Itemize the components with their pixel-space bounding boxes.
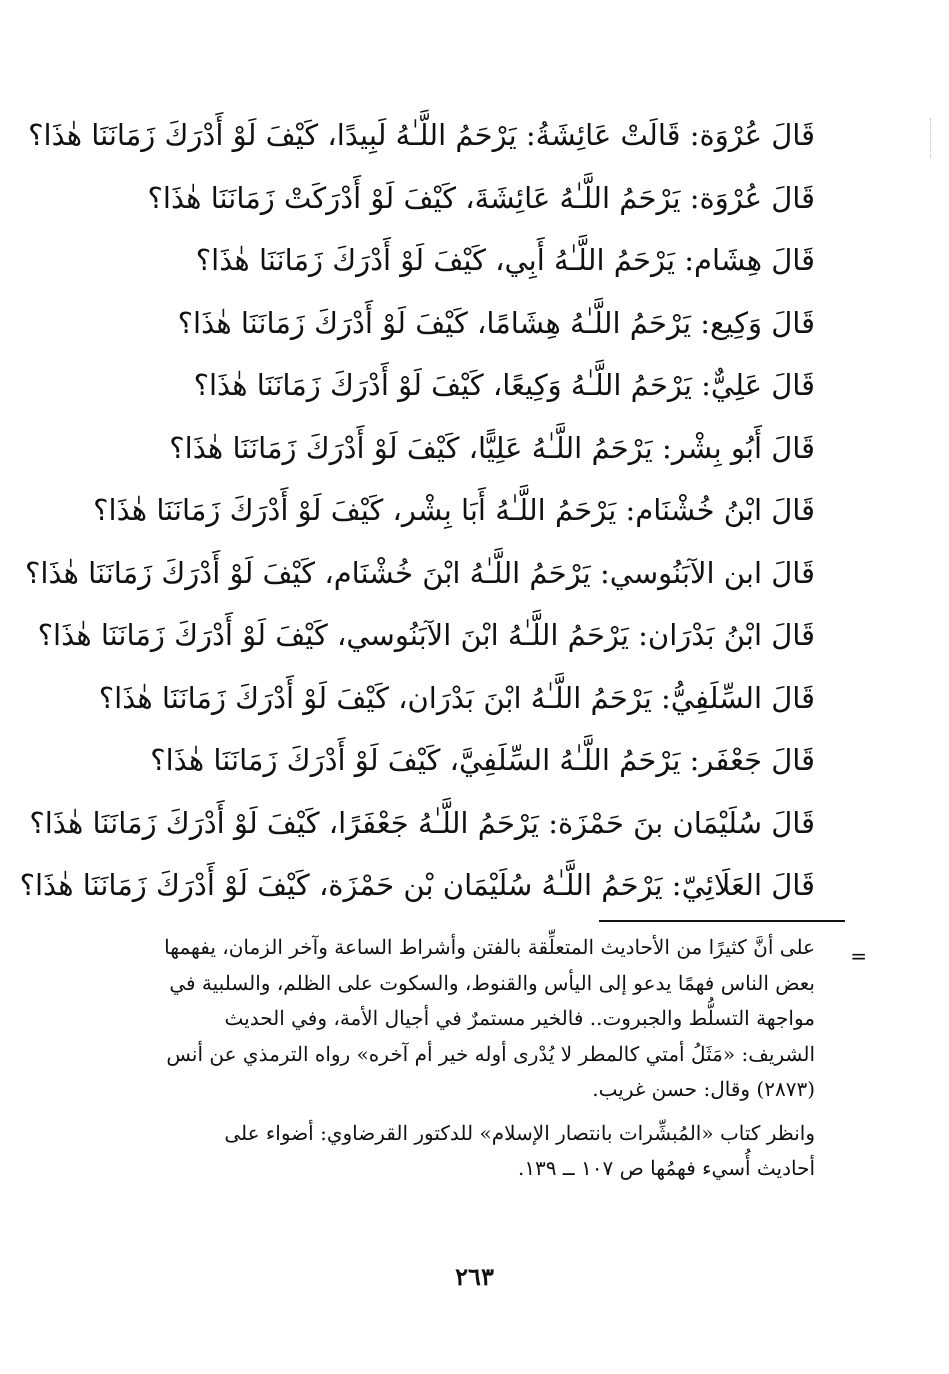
footnote-line: أحاديث أُسيء فهمُها ص ١٠٧ ــ ١٣٩. [517, 1156, 815, 1180]
verse-block [19, 104, 815, 917]
verse-line: قَالَ ابْنُ بَدْرَان: يَرْحَمُ اللَّـٰهُ ابْنَ الآبَنُوسي، كَيْفَ لَوْ أَدْرَكَ زَمَانَنَا هٰذَا؟ [37, 618, 815, 652]
footnote-line: وانظر كتاب «المُبشِّرات بانتصار الإسلام» للدكتور القرضاوي: أضواء على [224, 1120, 815, 1145]
footnote-block [119, 930, 815, 1187]
verse-line: قَالَ العَلَائِيّ: يَرْحَمُ اللَّـٰهُ سُلَيْمَان بْن حَمْزَة، كَيْفَ لَوْ أَدْرَكَ زَمَانَنَا هٰذَا؟ [19, 868, 815, 902]
footnote-line: مواجهة التسلُّط والجبروت.. فالخير مستمرٌ في أجيال الأمة، وفي الحديث [224, 1006, 815, 1030]
verse-line: قَالَ ابن الآبَنُوسي: يَرْحَمُ اللَّـٰهُ ابْنَ خُشْنَام، كَيْفَ لَوْ أَدْرَكَ زَمَانَنَا هٰذَا؟ [24, 555, 815, 590]
verse-line: قَالَ سُلَيْمَان بنَ حَمْزَة: يَرْحَمُ اللَّـٰهُ جَعْفَرًا، كَيْفَ لَوْ أَدْرَكَ زَمَانَنَا هٰذَا؟ [29, 805, 815, 840]
footnote-continuation-mark: = [850, 944, 867, 968]
verse-line: قَالَ جَعْفَر: يَرْحَمُ اللَّـٰهُ السِّلَفِيَّ، كَيْفَ لَوْ أَدْرَكَ زَمَانَنَا هٰذَا؟ [150, 743, 815, 777]
verse-line: قَالَ هِشَام: يَرْحَمُ اللَّـٰهُ أَبِي، كَيْفَ لَوْ أَدْرَكَ زَمَانَنَا هٰذَا؟ [195, 243, 815, 277]
verse-line: قَالَ عُرْوَة: يَرْحَمُ اللَّـٰهُ عَائِشَةَ، كَيْفَ لَوْ أَدْرَكَتْ زَمَانَنَا هٰذَا؟ [147, 180, 815, 215]
verse-line: قَالَ عَلِيٌّ: يَرْحَمُ اللَّـٰهُ وَكِيعًا، كَيْفَ لَوْ أَدْرَكَ زَمَانَنَا هٰذَا؟ [193, 368, 815, 402]
verse-line: قَالَ السِّلَفِيُّ: يَرْحَمُ اللَّـٰهُ ابْنَ بَدْرَان، كَيْفَ لَوْ أَدْرَكَ زَمَانَنَا هٰذَا؟ [98, 680, 815, 715]
footnote-separator [599, 920, 845, 922]
verse-line: قَالَ عُرْوَة: قَالَتْ عَائِشَةُ: يَرْحَمُ اللَّـٰهُ لَبِيدًا، كَيْفَ لَوْ أَدْرَكَ زَمَانَنَا هٰذَا؟ [28, 118, 815, 152]
footnote-line: (٢٨٧٣) وقال: حسن غريب. [592, 1077, 815, 1101]
footnote-line: الشريف: «مَثَلُ أمتي كالمطر لا يُدْرى أوله خير أم آخره» رواه الترمذي عن أنس [166, 1041, 815, 1066]
page-number: ٢٦٣ [455, 1262, 494, 1291]
footnote-line: على أنَّ كثيرًا من الأحاديث المتعلِّقة بالفتن وأشراط الساعة وآخر الزمان، يفهمها [164, 935, 815, 959]
verse-line: قَالَ أَبُو بِشْر: يَرْحَمُ اللَّـٰهُ عَلِيًّا، كَيْفَ لَوْ أَدْرَكَ زَمَانَنَا هٰذَا؟ [169, 430, 815, 465]
verse-line: قَالَ وَكِيع: يَرْحَمُ اللَّـٰهُ هِشَامًا، كَيْفَ لَوْ أَدْرَكَ زَمَانَنَا هٰذَا؟ [177, 305, 815, 340]
verse-line: قَالَ ابْنُ خُشْنَام: يَرْحَمُ اللَّـٰهُ أَبَا بِشْر، كَيْفَ لَوْ أَدْرَكَ زَمَانَنَا هٰذَا؟ [93, 493, 815, 527]
gutter-mark [930, 118, 933, 158]
footnote-line: بعض الناس فهمًا يدعو إلى اليأس والقنوط، والسكوت على الظلم، والسلبية في [169, 970, 815, 995]
